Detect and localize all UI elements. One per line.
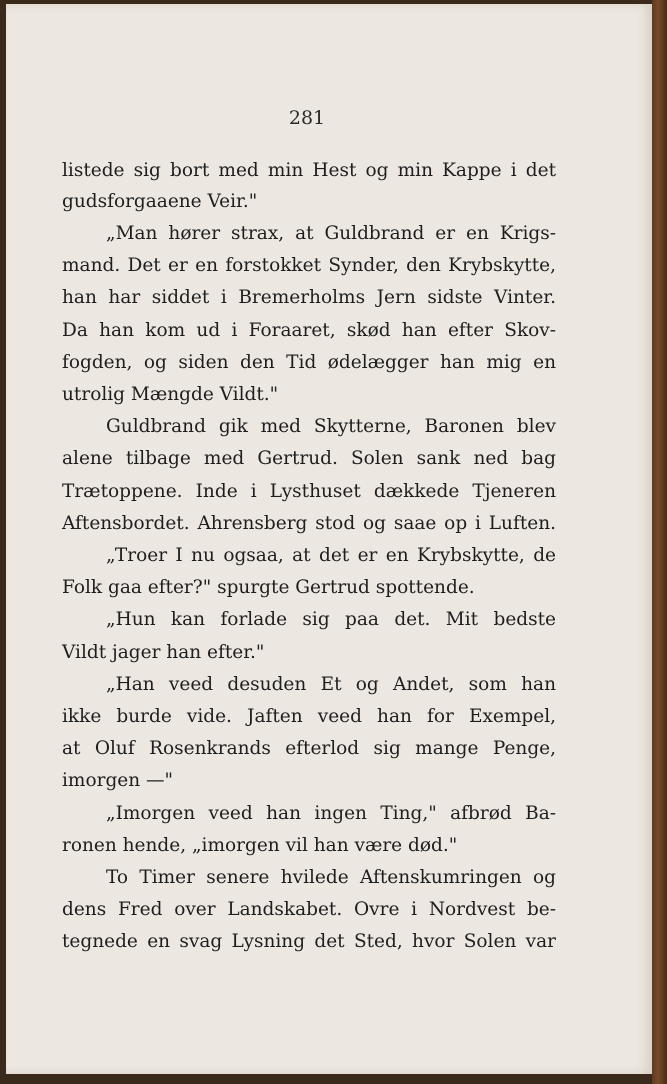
text-line: Guldbrand gik med Skytterne, Baronen blev (106, 416, 556, 437)
text-line: tegnede en svag Lysning det Sted, hvor Solen var (62, 931, 556, 952)
text-line: fogden, og siden den Tid ødelægger han mig en (62, 352, 556, 373)
text-line: han har siddet i Bremerholms Jern sidste Vinter. (62, 287, 556, 308)
text-line: listede sig bort med min Hest og min Kappe i det (62, 160, 556, 181)
text-line: Da han kom ud i Foraaret, skød han efter Skov- (62, 320, 556, 341)
text-line: gudsforgaaene Veir." (62, 191, 258, 212)
text-line: alene tilbage med Gertrud. Solen sank ned bag (62, 448, 556, 469)
text-line: utrolig Mængde Vildt." (62, 384, 279, 405)
text-line: „Hun kan forlade sig paa det. Mit bedste (106, 609, 556, 630)
text-line: „Imorgen veed han ingen Ting," afbrød Ba- (106, 803, 556, 824)
text-line: To Timer senere hvilede Aftenskumringen og (106, 867, 556, 888)
page-number: 281 (288, 107, 326, 129)
text-line: mand. Det er en forstokket Synder, den Krybskytte, (62, 255, 556, 276)
text-line: at Oluf Rosenkrands efterlod sig mange Penge, (62, 738, 556, 759)
text-line: „Man hører strax, at Guldbrand er en Krigs- (106, 223, 556, 244)
text-line: Vildt jager han efter." (62, 642, 265, 663)
book-spine-edge (652, 0, 667, 1084)
text-line: ikke burde vide. Jaften veed han for Exempel, (62, 706, 556, 727)
text-line: „Han veed desuden Et og Andet, som han (106, 674, 556, 695)
text-line: Folk gaa efter?" spurgte Gertrud spottende. (62, 577, 475, 598)
text-line: ronen hende, „imorgen vil han være død." (62, 835, 458, 856)
text-line: „Troer I nu ogsaa, at det er en Krybskytte, de (106, 545, 556, 566)
text-line: Trætoppene. Inde i Lysthuset dækkede Tjeneren (62, 481, 556, 502)
text-line: imorgen —" (62, 770, 174, 791)
text-line: dens Fred over Landskabet. Ovre i Nordvest be- (62, 899, 556, 920)
book-page (6, 4, 653, 1074)
text-line: Aftensbordet. Ahrensberg stod og saae op i Luften. (62, 513, 556, 534)
